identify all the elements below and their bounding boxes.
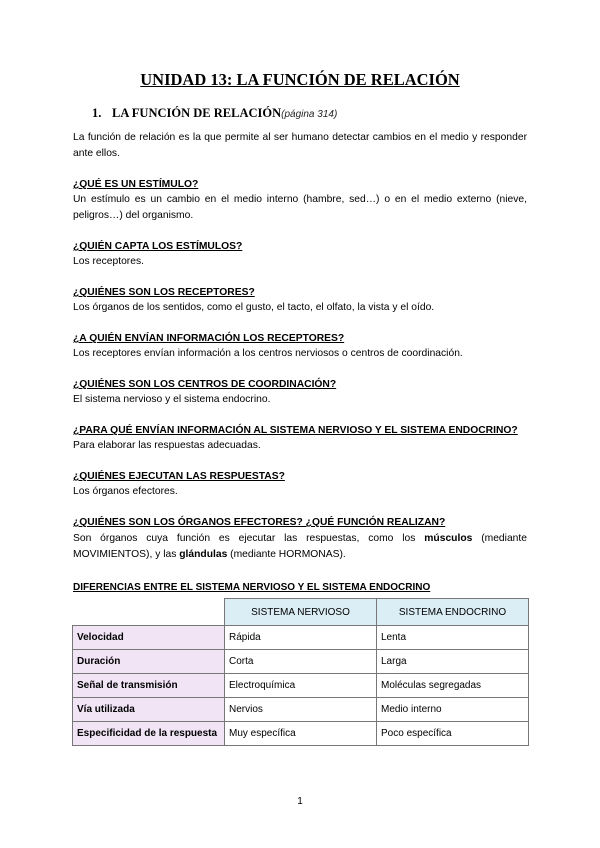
answer-efectores-musculos: músculos [424,533,473,544]
cell-endocrino: Larga [377,650,529,674]
question-envian: ¿A QUIÉN ENVÍAN INFORMACIÓN LOS RECEPTORES? [73,333,345,344]
question-efectores: ¿QUIÉNES SON LOS ÓRGANOS EFECTORES? ¿QUÉ FUNCIÓN REALIZAN? [73,517,446,528]
cell-nervioso: Rápida [225,626,377,650]
question-para-que: ¿PARA QUÉ ENVÍAN INFORMACIÓN AL SISTEMA NERVIOSO Y EL SISTEMA ENDOCRINO? [73,425,518,436]
cell-nervioso: Electroquímica [225,674,377,698]
page-number: 1 [297,796,303,807]
question-ejecutan: ¿QUIÉNES EJECUTAN LAS RESPUESTAS? [73,471,285,482]
cell-endocrino: Medio interno [377,698,529,722]
cell-endocrino: Poco específica [377,722,529,746]
table-row [73,650,529,674]
question-centros: ¿QUIÉNES SON LOS CENTROS DE COORDINACIÓN? [73,379,337,390]
table-title: DIFERENCIAS ENTRE EL SISTEMA NERVIOSO Y EL SISTEMA ENDOCRINO [73,582,431,593]
cell-endocrino: Moléculas segregadas [377,674,529,698]
intro-paragraph: La función de relación es la que permite al ser humano detectar cambios en el medio y responder ante ellos. [73,132,527,159]
page-title: UNIDAD 13: LA FUNCIÓN DE RELACIÓN [140,70,460,89]
question-estimulo: ¿QUÉ ES UN ESTÍMULO? [73,179,199,190]
cell-nervioso: Corta [225,650,377,674]
row-label: Especificidad de la respuesta [73,722,225,746]
answer-receptores: Los órganos de los sentidos, como el gusto, el tacto, el olfato, la vista y el oído. [73,302,435,313]
section-number: 1. [92,106,102,120]
header-nervioso: SISTEMA NERVIOSO [225,599,377,626]
question-receptores: ¿QUIÉNES SON LOS RECEPTORES? [73,287,255,298]
header-endocrino: SISTEMA ENDOCRINO [377,599,529,626]
row-label: Señal de transmisión [73,674,225,698]
table-row [73,626,529,650]
section-heading-text: LA FUNCIÓN DE RELACIÓN [112,106,282,120]
answer-efectores-glandulas: glándulas [179,549,228,560]
section-heading [92,106,337,121]
table-header-row [73,599,529,626]
section-page-ref: (página 314) [281,109,338,120]
cell-nervioso: Nervios [225,698,377,722]
question-capta: ¿QUIÉN CAPTA LOS ESTÍMULOS? [73,241,243,252]
table-header-blank [73,599,225,626]
cell-endocrino: Lenta [377,626,529,650]
answer-efectores-part2: (mediante MOVIMIENTOS), y las [73,533,527,560]
differences-table [72,598,529,746]
table-row [73,674,529,698]
row-label: Velocidad [73,626,225,650]
row-label: Duración [73,650,225,674]
answer-efectores [73,531,527,563]
answer-efectores-part1: Son órganos cuya función es ejecutar las respuestas, como los [73,533,425,544]
table-row [73,722,529,746]
answer-envian: Los receptores envían información a los centros nerviosos o centros de coordinación. [73,348,463,359]
answer-efectores-part3: (mediante HORMONAS). [227,549,346,560]
row-label: Vía utilizada [73,698,225,722]
answer-centros: El sistema nervioso y el sistema endocrino. [73,394,271,405]
table-row [73,698,529,722]
answer-capta: Los receptores. [73,256,144,267]
cell-nervioso: Muy específica [225,722,377,746]
answer-estimulo: Un estímulo es un cambio en el medio interno (hambre, sed…) o en el medio externo (nieve, peligros…) del organismo. [73,194,527,221]
answer-ejecutan: Los órganos efectores. [73,486,178,497]
answer-para-que: Para elaborar las respuestas adecuadas. [73,440,261,451]
